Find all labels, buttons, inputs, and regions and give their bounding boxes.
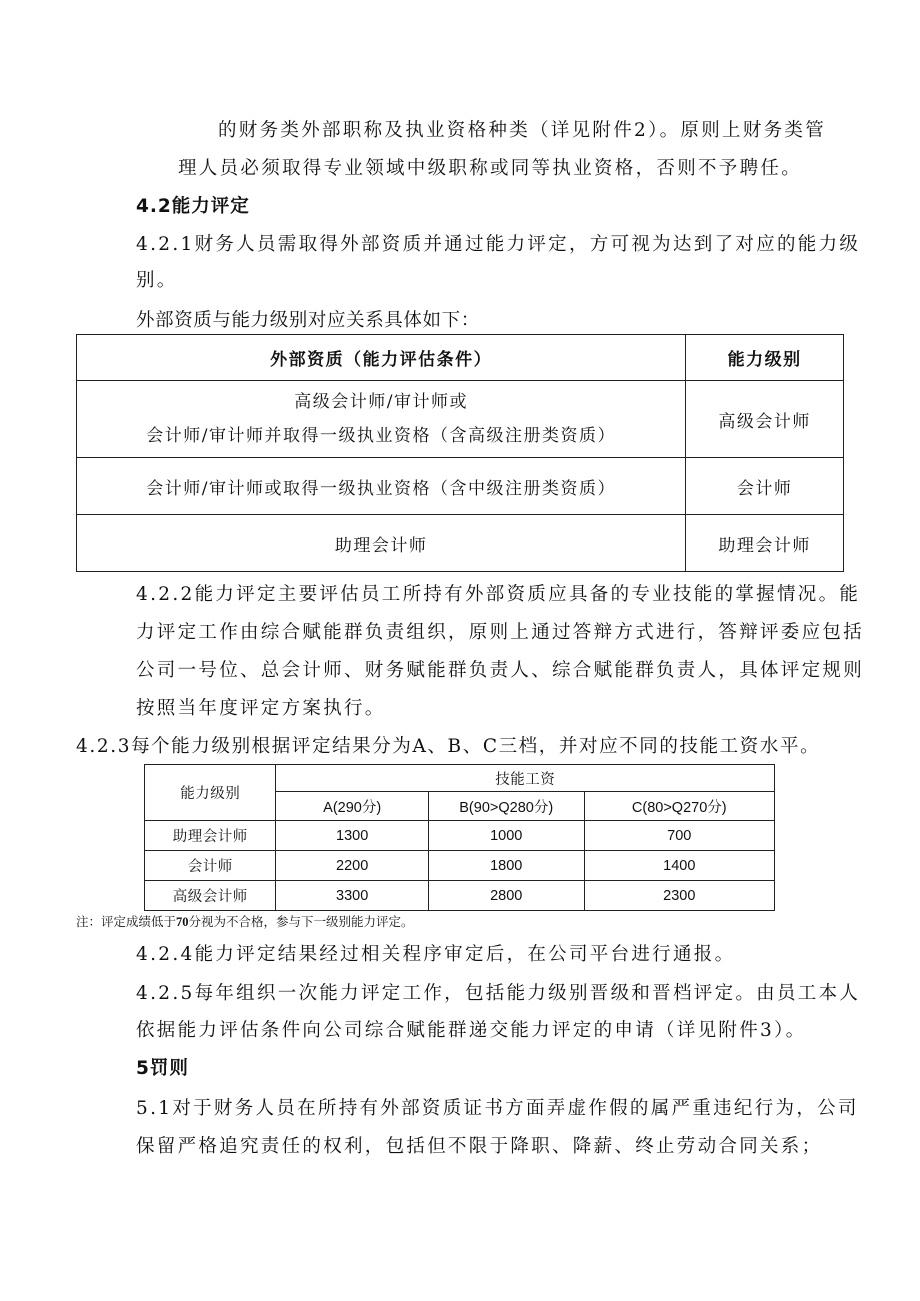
- paragraph-line: 的财务类外部职称及执业资格种类（详见附件2）。原则上财务类管: [218, 120, 827, 141]
- table-cell: 1300: [276, 821, 428, 851]
- table-row: [77, 515, 844, 572]
- table-cell: 3300: [276, 881, 428, 911]
- section-heading-4-2: 4.2能力评定: [136, 196, 250, 217]
- table-header: 外部资质（能力评估条件）: [77, 335, 686, 381]
- table-cell: 2300: [584, 881, 774, 911]
- table-row: [145, 881, 775, 911]
- paragraph-line: 按照当年度评定方案执行。: [136, 698, 386, 719]
- note-score: 70: [176, 915, 189, 929]
- table-header-group: 技能工资: [276, 765, 775, 792]
- cell-line: 高级会计师/审计师或: [294, 392, 468, 412]
- table-cell: 1000: [428, 821, 584, 851]
- paragraph-line: 4.2.2能力评定主要评估员工所持有外部资质应具备的专业技能的掌握情况。能: [136, 584, 861, 605]
- table-cell: 会计师: [145, 851, 276, 881]
- table-header: 能力级别: [686, 335, 844, 381]
- table-cell: [77, 381, 686, 458]
- paragraph-line: 别。: [136, 270, 178, 291]
- table-cell: 高级会计师: [145, 881, 276, 911]
- table-footnote: [76, 914, 414, 930]
- paragraph-line: 4.2.3每个能力级别根据评定结果分为A、B、C三档，并对应不同的技能工资水平。: [76, 736, 821, 757]
- table-cell: 助理会计师: [77, 515, 686, 572]
- table-row: [77, 458, 844, 515]
- grade-header: A(290分): [276, 792, 428, 821]
- table-cell: 助理会计师: [686, 515, 844, 572]
- paragraph-line: 理人员必须取得专业领域中级职称或同等执业资格，否则不予聘任。: [178, 158, 803, 179]
- paragraph-line: 5.1对于财务人员在所持有外部资质证书方面弄虚作假的属严重违纪行为，公司: [136, 1098, 859, 1119]
- qualification-level-table: [76, 334, 844, 572]
- table-cell: 会计师/审计师或取得一级执业资格（含中级注册类资质）: [77, 458, 686, 515]
- paragraph-line: 公司一号位、总会计师、财务赋能群负责人、综合赋能群负责人，具体评定规则: [136, 660, 865, 681]
- table-cell: 高级会计师: [686, 381, 844, 458]
- paragraph-line: 依据能力评估条件向公司综合赋能群递交能力评定的申请（详见附件3）。: [136, 1020, 807, 1041]
- table-cell: 2800: [428, 881, 584, 911]
- paragraph-line: 4.2.1财务人员需取得外部资质并通过能力评定，方可视为达到了对应的能力级: [136, 234, 861, 255]
- note-prefix: 注：评定成绩低于: [76, 914, 177, 929]
- paragraph-line: 力评定工作由综合赋能群负责组织，原则上通过答辩方式进行，答辩评委应包括: [136, 622, 865, 643]
- paragraph-line: 4.2.4能力评定结果经过相关程序审定后，在公司平台进行通报。: [136, 944, 736, 965]
- table-cell: 700: [584, 821, 774, 851]
- table-row: [77, 381, 844, 458]
- table-cell: 会计师: [686, 458, 844, 515]
- paragraph-line: 保留严格追究责任的权利，包括但不限于降职、降薪、终止劳动合同关系；: [136, 1136, 823, 1157]
- grade-header: B(90>Q280分): [428, 792, 584, 821]
- table-cell: 1800: [428, 851, 584, 881]
- note-suffix: 分视为不合格，参与下一级别能力评定。: [188, 914, 414, 929]
- paragraph-line: 4.2.5每年组织一次能力评定工作，包括能力级别晋级和晋档评定。由员工本人: [136, 983, 861, 1004]
- cell-line: 会计师/审计师并取得一级执业资格（含高级注册类资质）: [146, 426, 616, 446]
- table-row: [145, 851, 775, 881]
- grade-header: C(80>Q270分): [584, 792, 774, 821]
- table-header: 能力级别: [145, 765, 276, 821]
- table-cell: 1400: [584, 851, 774, 881]
- table-row: [145, 821, 775, 851]
- table-cell: 2200: [276, 851, 428, 881]
- skill-wage-table: [144, 764, 775, 911]
- table-cell: 助理会计师: [145, 821, 276, 851]
- paragraph-line: 外部资质与能力级别对应关系具体如下：: [136, 310, 480, 331]
- section-heading-5: 5罚则: [136, 1058, 189, 1079]
